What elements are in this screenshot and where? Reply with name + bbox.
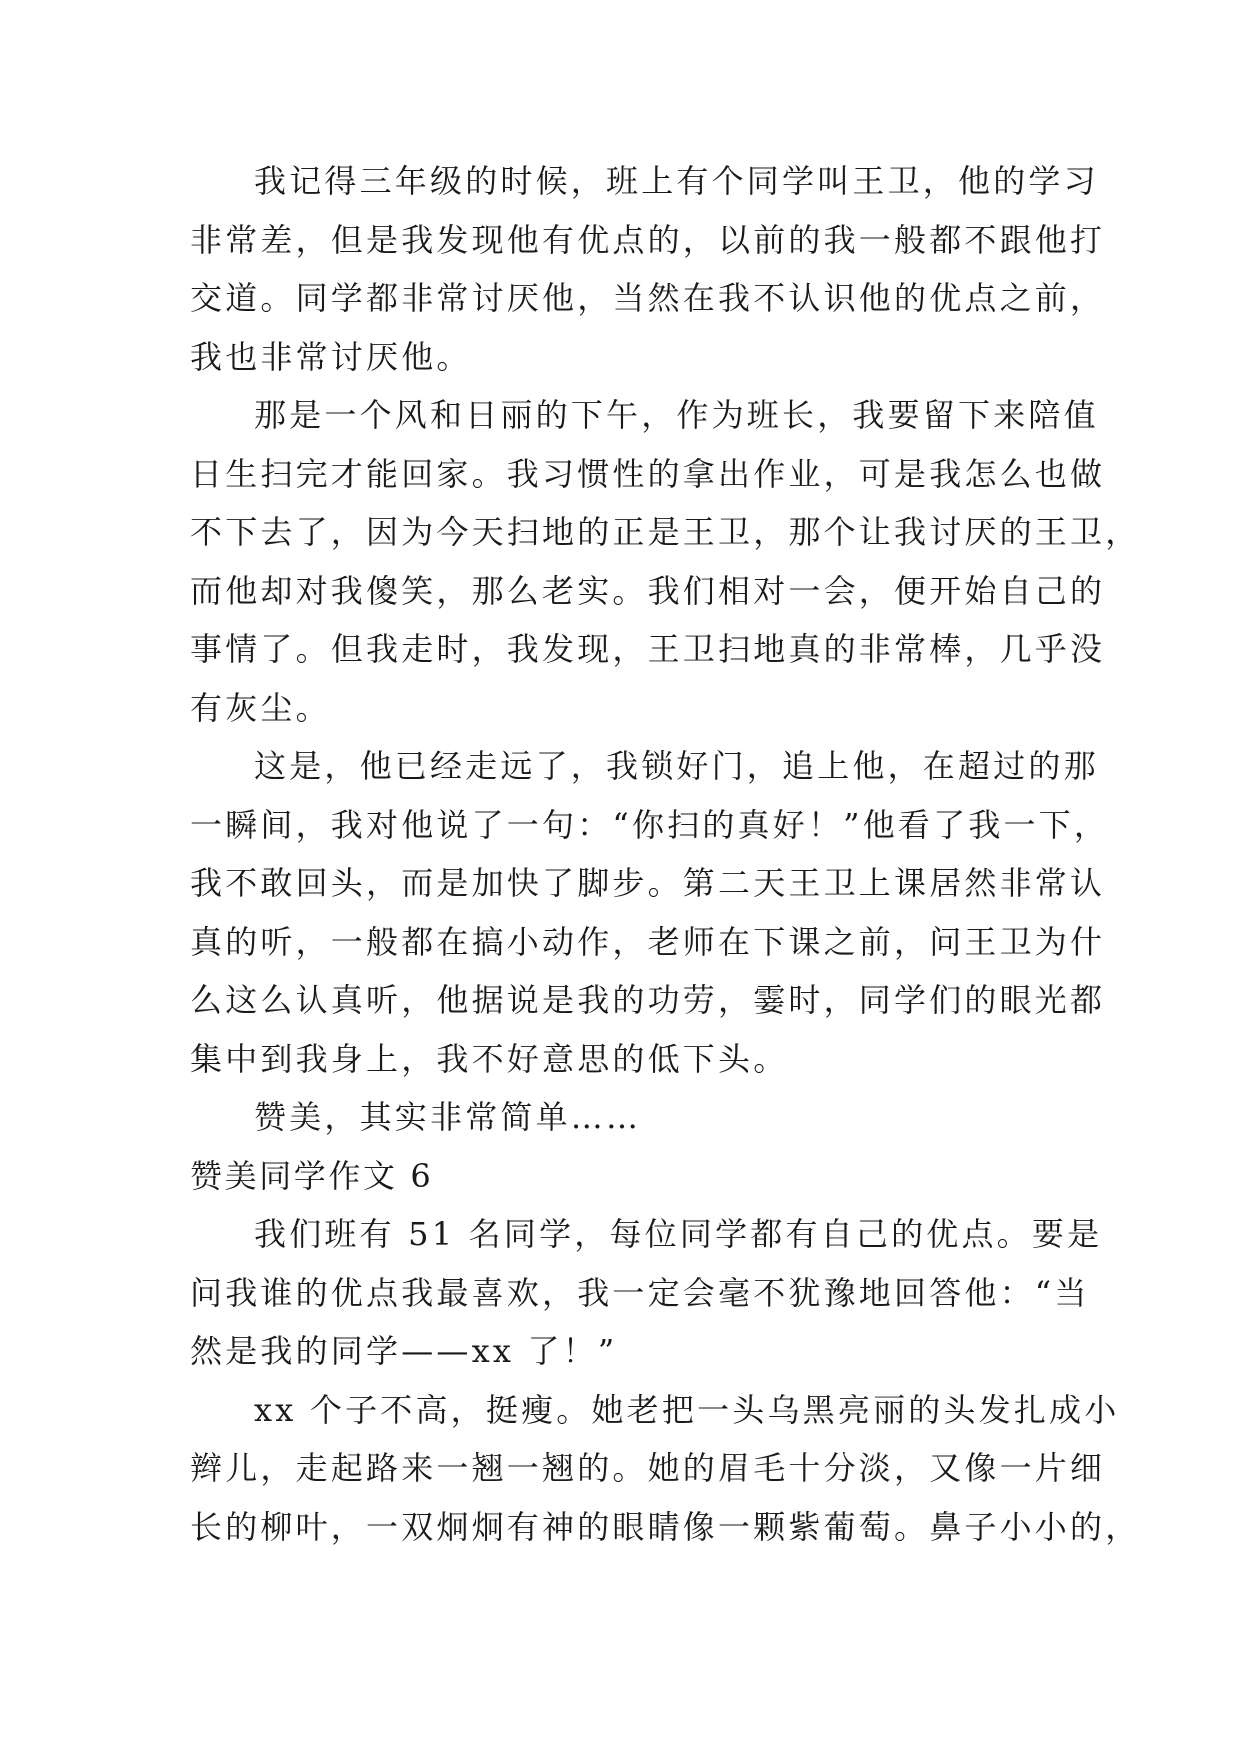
paragraph (190, 152, 1106, 386)
section-heading: 赞美同学作文 6 (190, 1156, 434, 1195)
text-line: 非常差，但是我发现他有优点的，以前的我一般都不跟他打 (190, 220, 1106, 259)
text-line: 这是，他已经走远了，我锁好门，追上他，在超过的那 (254, 747, 1099, 785)
text-line: 长的柳叶，一双炯炯有神的眼睛像一颗紫葡萄。鼻子小小的， (190, 1507, 1141, 1546)
text-line: 一瞬间，我对他说了一句：“你扫的真好！”他看了我一下， (190, 805, 1110, 844)
text-line: 那是一个风和日丽的下午，作为班长，我要留下来陪值 (254, 396, 1099, 434)
text-line: 么这么认真听，他据说是我的功劳，霎时，同学们的眼光都 (190, 981, 1106, 1019)
text-line: 真的听，一般都在搞小动作，老师在下课之前，问王卫为什 (190, 922, 1106, 961)
text-line: 而他却对我傻笑，那么老实。我们相对一会，便开始自己的 (190, 571, 1106, 610)
paragraph (190, 1088, 1070, 1147)
paragraph (190, 1381, 1141, 1557)
paragraph (190, 1205, 1103, 1381)
text-line: 辫儿，走起路来一翘一翘的。她的眉毛十分淡，又像一片细 (190, 1449, 1106, 1487)
text-line: 日生扫完才能回家。我习惯性的拿出作业，可是我怎么也做 (190, 454, 1106, 493)
document-body (190, 152, 1141, 1556)
text-line: 我也非常讨厌他。 (190, 337, 472, 376)
text-line: 我不敢回头，而是加快了脚步。第二天王卫上课居然非常认 (190, 864, 1106, 902)
text-line: 有灰尘。 (190, 688, 331, 727)
text-line: 然是我的同学——xx 了！” (190, 1332, 618, 1370)
text-line: 不下去了，因为今天扫地的正是王卫，那个让我讨厌的王卫， (190, 513, 1141, 551)
text-line: 事情了。但我走时，我发现，王卫扫地真的非常棒，几乎没 (190, 630, 1106, 668)
text-line: 集中到我身上，我不好意思的低下头。 (190, 1039, 789, 1078)
paragraph (190, 737, 1110, 1088)
text-line: 交道。同学都非常讨厌他，当然在我不认识他的优点之前， (190, 279, 1106, 317)
text-line: 问我谁的优点我最喜欢，我一定会毫不犹豫地回答他：“当 (190, 1273, 1090, 1312)
text-line: 我们班有 51 名同学，每位同学都有自己的优点。要是 (254, 1215, 1103, 1253)
text-line: 赞美，其实非常简单…… (254, 1098, 642, 1136)
text-line: 我记得三年级的时候，班上有个同学叫王卫，他的学习 (254, 162, 1099, 200)
paragraph (190, 386, 1141, 737)
text-line: xx 个子不高，挺瘦。她老把一头乌黑亮丽的头发扎成小 (254, 1390, 1120, 1429)
